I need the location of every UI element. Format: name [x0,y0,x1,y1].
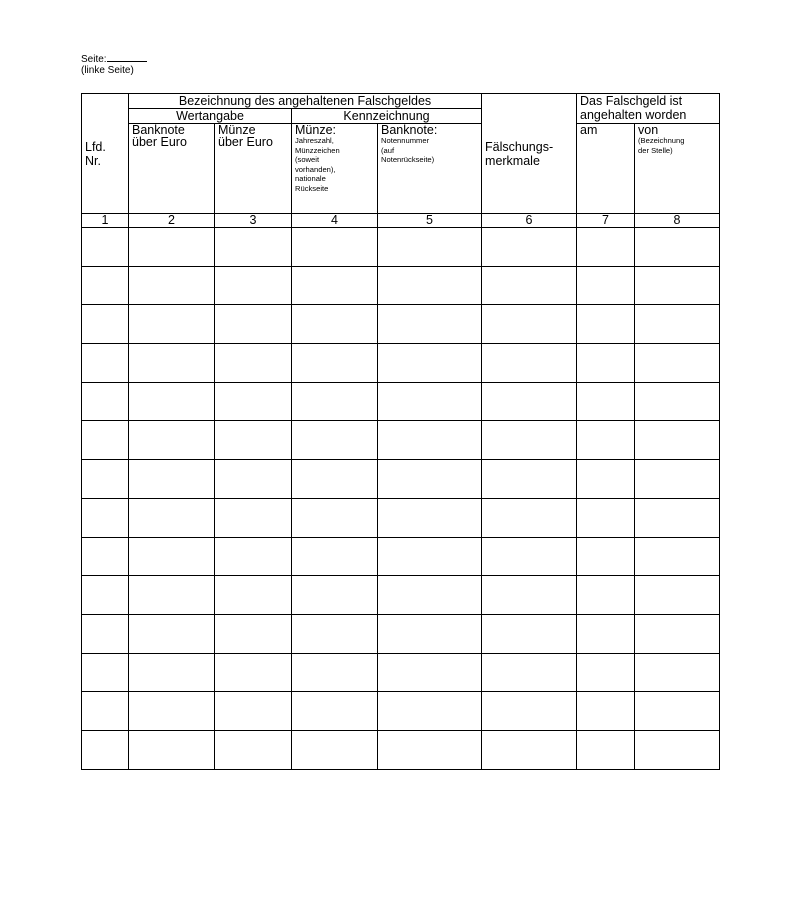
table-cell[interactable] [482,344,577,383]
table-cell[interactable] [215,537,292,576]
table-cell[interactable] [482,382,577,421]
table-cell[interactable] [82,266,129,305]
table-cell[interactable] [635,382,720,421]
column-number: 8 [635,214,720,228]
table-cell[interactable] [482,653,577,692]
table-cell[interactable] [129,344,215,383]
page-label: Seite: [81,54,107,65]
table-cell[interactable] [378,537,482,576]
table-cell[interactable] [482,266,577,305]
table-row [82,498,720,537]
table-cell[interactable] [129,228,215,267]
table-cell[interactable] [292,498,378,537]
table-cell[interactable] [635,344,720,383]
group-header-bezeichnung: Bezeichnung des angehaltenen Falschgeldes [129,94,482,109]
table-cell[interactable] [82,692,129,731]
table-cell[interactable] [378,266,482,305]
col-header-muenze-kennzeichnung: Münze: Jahreszahl, Münzzeichen (soweit vorhanden), nationale Rückseite [292,124,378,214]
table-cell[interactable] [635,537,720,576]
table-cell[interactable] [635,692,720,731]
col-header-lfd-nr: Lfd. Nr. [82,94,129,214]
table-cell[interactable] [129,266,215,305]
table-cell[interactable] [577,498,635,537]
col-header-von: von (Bezeichnung der Stelle) [635,124,720,214]
table-cell[interactable] [577,228,635,267]
table-cell[interactable] [129,576,215,615]
table-cell[interactable] [577,576,635,615]
table-cell[interactable] [215,576,292,615]
table-cell[interactable] [577,266,635,305]
entry-rows [82,228,720,770]
table-row [82,653,720,692]
column-number: 6 [482,214,577,228]
table-cell[interactable] [82,382,129,421]
table-cell[interactable] [482,228,577,267]
table-cell[interactable] [82,537,129,576]
table-row [82,305,720,344]
table-row [82,266,720,305]
column-number: 5 [378,214,482,228]
table-cell[interactable] [129,730,215,769]
table-cell[interactable] [635,305,720,344]
page-header [81,52,147,76]
page-number-line [81,52,147,65]
table-cell[interactable] [635,498,720,537]
table-cell[interactable] [215,460,292,499]
table-cell[interactable] [577,305,635,344]
table-cell[interactable] [129,692,215,731]
table-cell[interactable] [215,421,292,460]
table-cell[interactable] [378,730,482,769]
table-cell[interactable] [215,305,292,344]
table-cell[interactable] [292,730,378,769]
table-row [82,344,720,383]
table-cell[interactable] [378,576,482,615]
table-cell[interactable] [215,730,292,769]
side-label: (linke Seite) [81,65,134,76]
table-cell[interactable] [82,730,129,769]
subgroup-header-wertangabe: Wertangabe [129,109,292,124]
table-cell[interactable] [292,344,378,383]
table-cell[interactable] [82,421,129,460]
table-cell[interactable] [82,653,129,692]
col-header-faelschungsmerkmale: Fälschungs- merkmale [482,94,577,214]
table-cell[interactable] [482,305,577,344]
table-cell[interactable] [82,344,129,383]
table-cell[interactable] [292,382,378,421]
table-cell[interactable] [292,228,378,267]
table-cell[interactable] [129,537,215,576]
header-row-1 [82,94,720,109]
table-cell[interactable] [292,576,378,615]
table-cell[interactable] [378,421,482,460]
col4-note: Jahreszahl, Münzzeichen (soweit vorhanden), nationale Rückseite [295,136,340,193]
table-cell[interactable] [577,344,635,383]
table-cell[interactable] [482,614,577,653]
table-cell[interactable] [635,614,720,653]
table-cell[interactable] [482,692,577,731]
column-number: 1 [82,214,129,228]
table-cell[interactable] [635,421,720,460]
table-cell[interactable] [635,730,720,769]
table-cell[interactable] [129,305,215,344]
table-cell[interactable] [215,498,292,537]
table-cell[interactable] [215,614,292,653]
table-cell[interactable] [292,653,378,692]
col-header-am: am [577,124,635,214]
col8-note: (Bezeichnung der Stelle) [638,136,685,155]
table-cell[interactable] [215,266,292,305]
table-cell[interactable] [82,614,129,653]
table-cell[interactable] [292,266,378,305]
table-row [82,460,720,499]
table-cell[interactable] [215,344,292,383]
table-cell[interactable] [577,614,635,653]
table-cell[interactable] [292,692,378,731]
table-cell[interactable] [215,653,292,692]
table-cell[interactable] [482,537,577,576]
table-cell[interactable] [482,460,577,499]
column-number: 3 [215,214,292,228]
table-row [82,614,720,653]
table-cell[interactable] [378,653,482,692]
table-cell[interactable] [577,653,635,692]
table-cell[interactable] [378,498,482,537]
col-header-banknote-kennzeichnung: Banknote: Notennummer (auf Notenrückseite) [378,124,482,214]
table-cell[interactable] [82,576,129,615]
table-cell[interactable] [378,460,482,499]
table-cell[interactable] [129,498,215,537]
table-cell[interactable] [482,576,577,615]
table-cell[interactable] [292,537,378,576]
col-header-banknote-euro: Banknote über Euro [129,124,215,214]
table-row [82,228,720,267]
table-cell[interactable] [635,576,720,615]
column-number: 4 [292,214,378,228]
table-cell[interactable] [82,498,129,537]
table-row [82,730,720,769]
table-cell[interactable] [215,692,292,731]
table-cell[interactable] [378,692,482,731]
table-row [82,537,720,576]
table-cell[interactable] [482,421,577,460]
column-number: 2 [129,214,215,228]
table-cell[interactable] [635,653,720,692]
table-row [82,421,720,460]
table-cell[interactable] [292,305,378,344]
table-cell[interactable] [82,305,129,344]
table-row [82,576,720,615]
col5-note: Notennummer (auf Notenrückseite) [381,136,435,165]
table-row [82,382,720,421]
table-cell[interactable] [378,382,482,421]
table-row [82,692,720,731]
table-cell[interactable] [82,460,129,499]
table-cell[interactable] [577,421,635,460]
falschgeld-register-table [81,93,720,770]
col-header-muenze-euro: Münze über Euro [215,124,292,214]
table-cell[interactable] [129,421,215,460]
table-cell[interactable] [577,537,635,576]
table-cell[interactable] [378,614,482,653]
table-cell[interactable] [577,730,635,769]
header-row-3 [82,124,720,214]
column-number-row [82,214,720,228]
table-cell[interactable] [378,228,482,267]
table-cell[interactable] [129,382,215,421]
table-cell[interactable] [482,730,577,769]
table-cell[interactable] [215,228,292,267]
table-cell[interactable] [292,421,378,460]
table-cell[interactable] [577,460,635,499]
subgroup-header-kennzeichnung: Kennzeichnung [292,109,482,124]
table-cell[interactable] [577,382,635,421]
table-cell[interactable] [215,382,292,421]
table-cell[interactable] [378,305,482,344]
column-number: 7 [577,214,635,228]
page-number-blank[interactable] [107,52,147,62]
table-cell[interactable] [635,266,720,305]
table-cell[interactable] [635,460,720,499]
table-cell[interactable] [82,228,129,267]
table-cell[interactable] [378,344,482,383]
table-cell[interactable] [482,498,577,537]
group-header-angehalten: Das Falschgeld ist angehalten worden [577,94,720,124]
table-cell[interactable] [635,228,720,267]
table-cell[interactable] [129,614,215,653]
table-cell[interactable] [577,692,635,731]
table-cell[interactable] [292,460,378,499]
table-cell[interactable] [129,653,215,692]
table-cell[interactable] [129,460,215,499]
table-cell[interactable] [292,614,378,653]
